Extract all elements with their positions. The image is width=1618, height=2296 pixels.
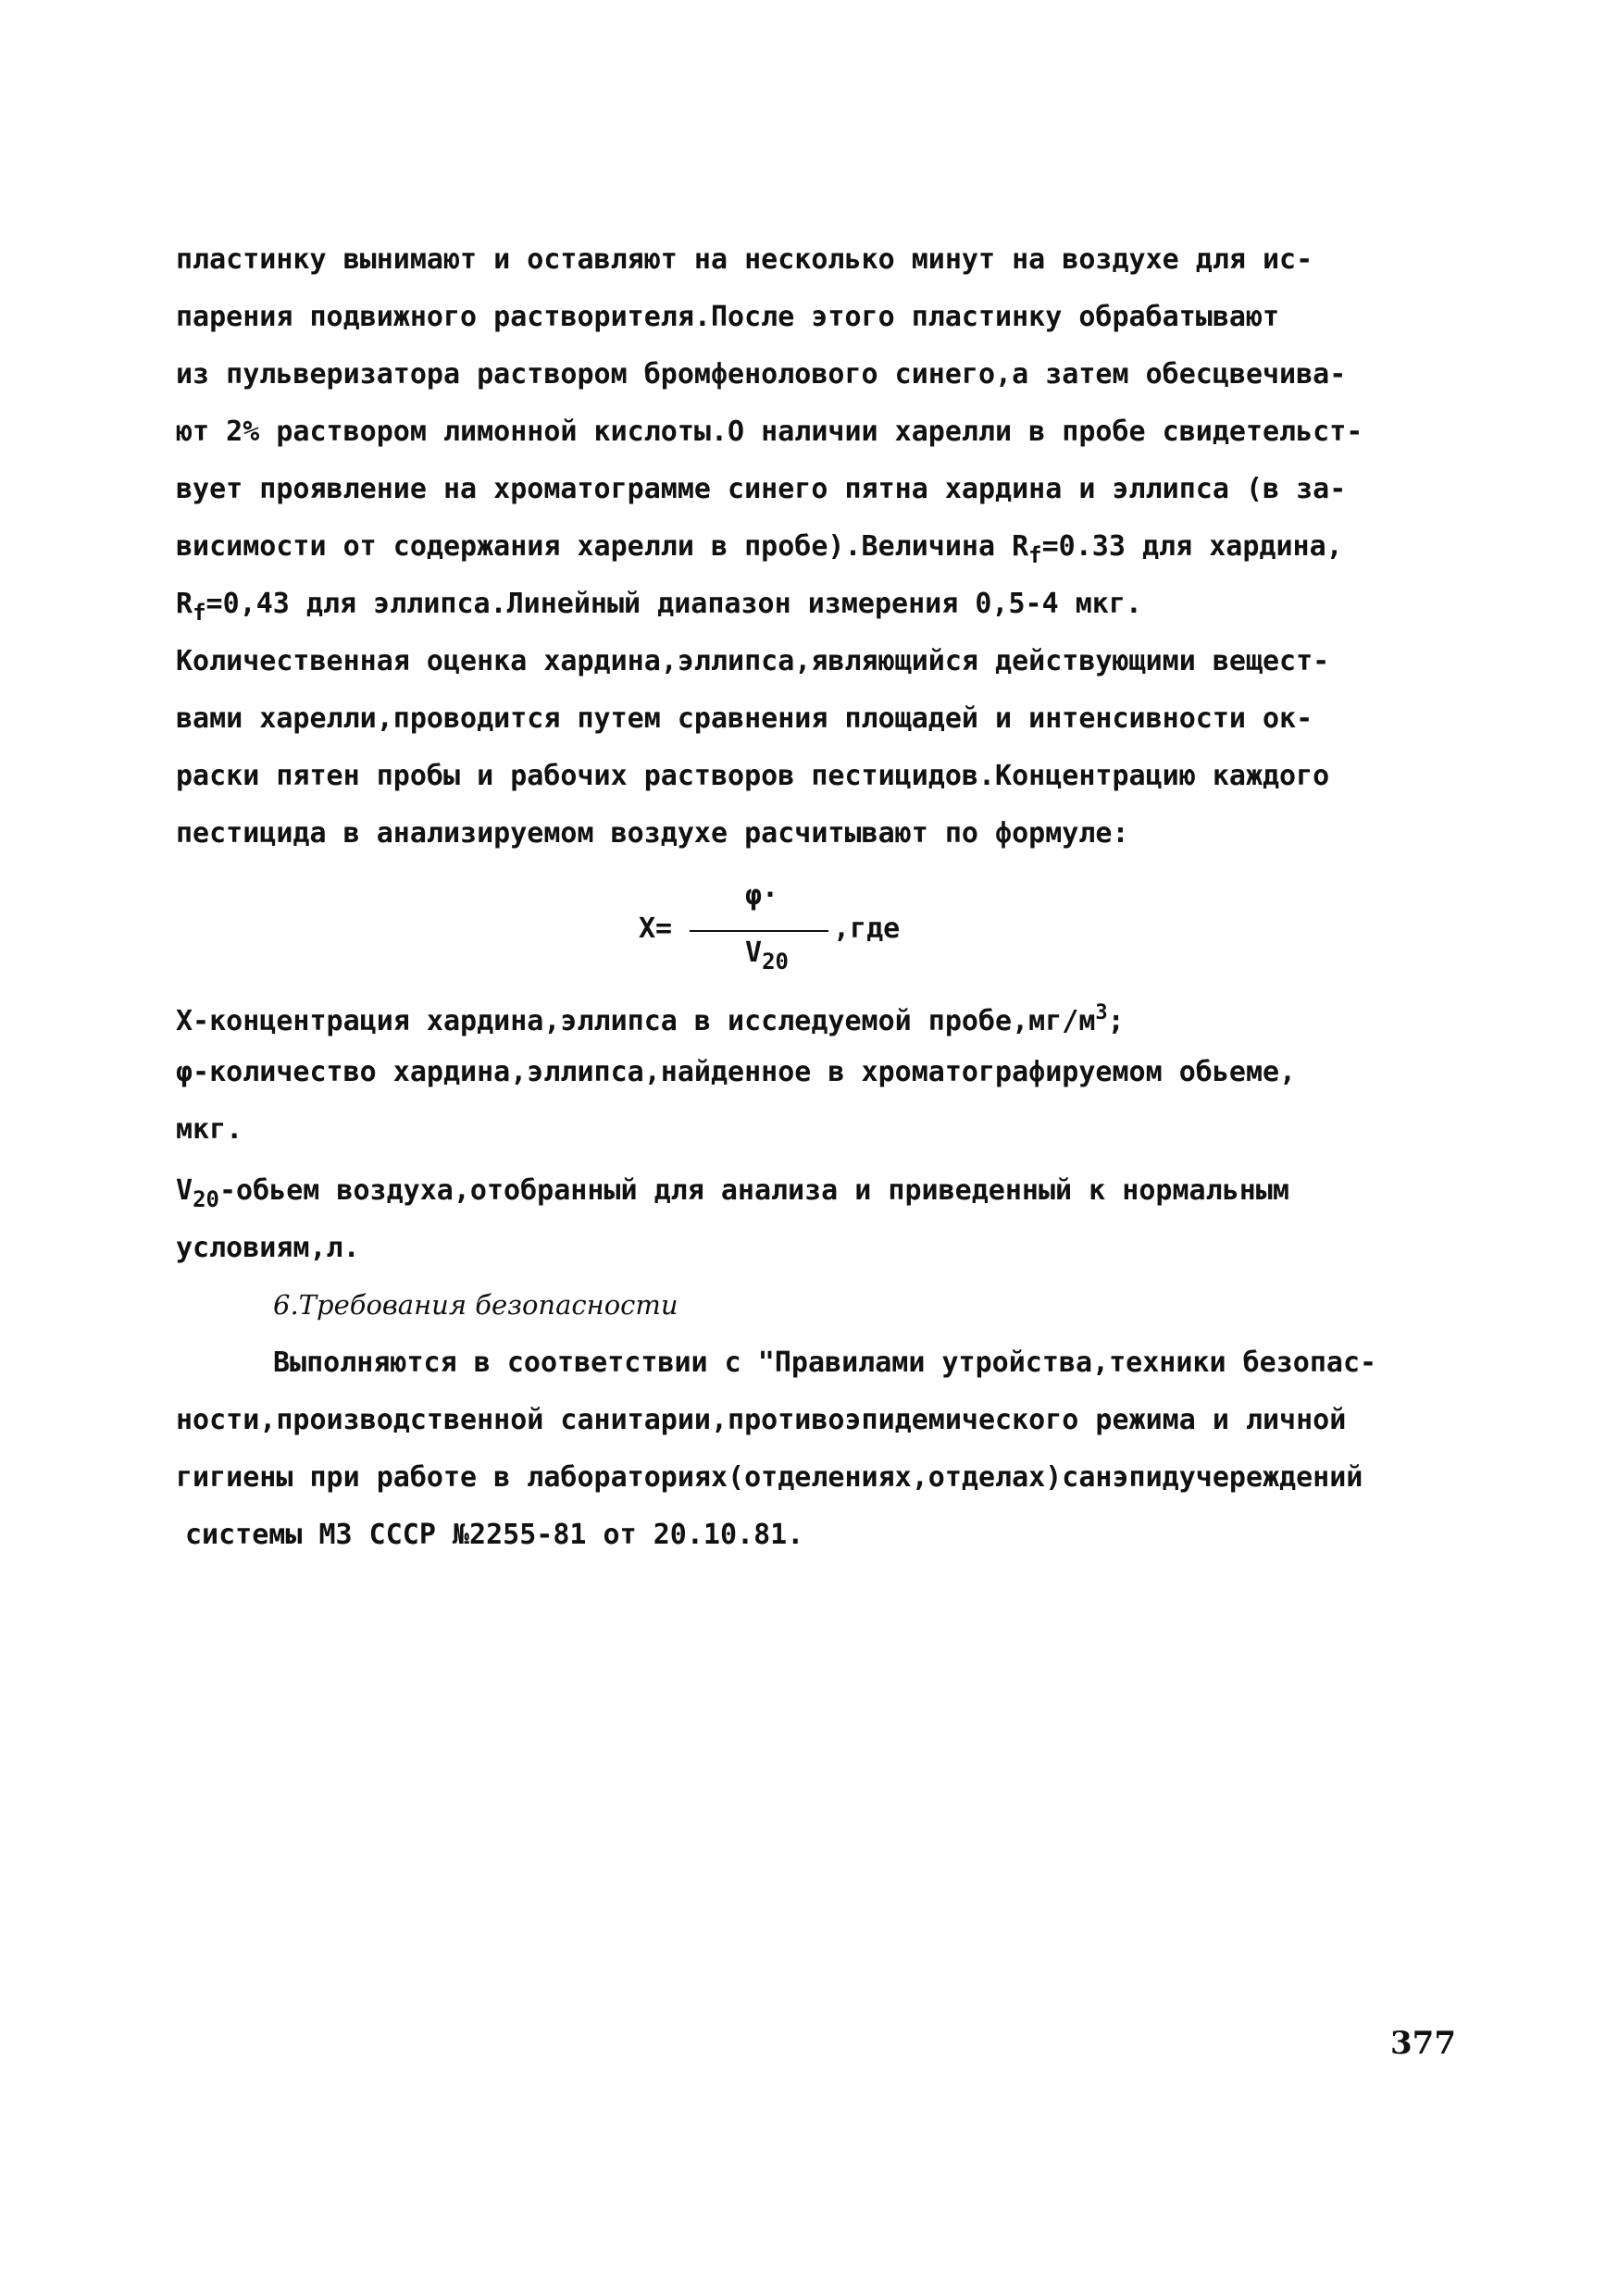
text-line: ют 2% раствором лимонной кислоты.О наличии харелли в пробе свидетельст- [176, 416, 1363, 448]
text-line [176, 529, 1343, 573]
formula-lhs: X= [639, 912, 673, 945]
text-line: системы МЗ СССР №2255-81 от 20.10.81. [185, 1519, 804, 1551]
concentration-formula [639, 879, 972, 990]
subscript: f [1028, 542, 1042, 568]
text-fragment: X-концентрация хардина,эллипса в исследуемой пробе,мг/м [176, 1005, 1096, 1037]
text-line: φ-количество хардина,эллипса,найденное в хроматографируемом обьеме, [176, 1056, 1297, 1088]
subscript: f [193, 600, 206, 626]
text-line: вами харелли,проводится путем сравнения площадей и интенсивности ок- [176, 702, 1313, 735]
text-line: из пульверизатора раствором бромфенолового синего,а затем обесцвечива- [176, 358, 1347, 391]
formula-where: ,где [833, 912, 901, 945]
text-line: гигиены при работе в лабораториях(отделениях,отделах)санэпидучереждений [176, 1461, 1363, 1494]
denominator-base: V [745, 937, 763, 969]
text-fragment: -обьем воздуха,отобранный для анализа и приведенный к нормальным [218, 1174, 1289, 1207]
text-line: парения подвижного растворителя.После этого пластинку обрабатывают [176, 301, 1280, 333]
text-line: пластинку вынимают и оставляют на несколько минут на воздухе для ис- [176, 243, 1313, 276]
text-line [176, 996, 1125, 1039]
text-line: вует проявление на хроматограмме синего пятна хардина и эллипса (в за- [176, 473, 1347, 505]
superscript: 3 [1095, 1001, 1108, 1024]
formula-numerator: φ· [745, 879, 779, 912]
text-line [176, 587, 1142, 630]
text-line: Выполняются в соответствии с "Правилами утройства,техники безопас- [273, 1347, 1377, 1379]
text-line: мкг. [176, 1113, 243, 1146]
formula-denominator [745, 937, 789, 974]
text-fragment: R [176, 588, 193, 620]
text-line [176, 1173, 1289, 1217]
text-line: Количественная оценка хардина,эллипса,являющийся действующими вещест- [176, 645, 1330, 677]
section-heading: 6.Требования безопасности [273, 1289, 678, 1321]
fraction-bar [690, 930, 828, 932]
text-fragment: =0,43 для эллипса.Линейный диапазон измерения 0,5-4 мкг. [205, 588, 1142, 620]
subscript: 20 [762, 949, 789, 974]
text-line: пестицида в анализируемом воздухе расчитывают по формуле: [176, 817, 1129, 850]
text-fragment: V [176, 1174, 193, 1207]
text-fragment: ; [1107, 1005, 1125, 1037]
text-fragment: =0.33 для хардина, [1041, 530, 1343, 563]
text-line: ности,производственной санитарии,противоэпидемического режима и личной [176, 1404, 1347, 1436]
page-number: 377 [1390, 2025, 1456, 2062]
text-line: условиям,л. [176, 1232, 360, 1264]
text-fragment: висимости от содержания харелли в пробе).Величина R [176, 530, 1029, 563]
text-line: раски пятен пробы и рабочих растворов пестицидов.Концентрацию каждого [176, 760, 1330, 792]
subscript: 20 [193, 1186, 219, 1212]
